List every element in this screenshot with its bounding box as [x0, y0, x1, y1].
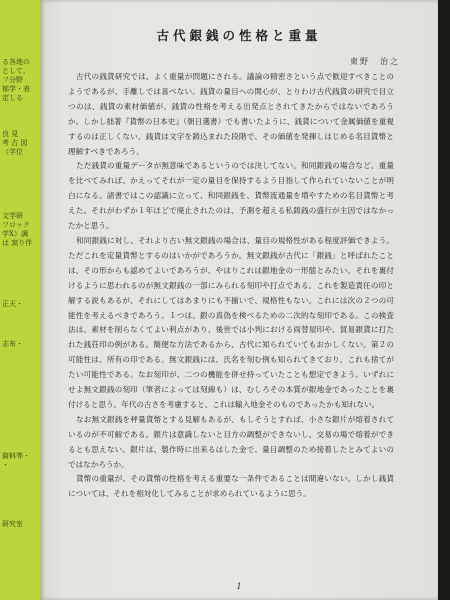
article-paragraph: 古代の銭貨研究では、よく重量が問題にされる。議論の精密さという点で歓迎すべきことのようであるが、手離しでは喜べない。銭貨の量目への関心が、とりわけ古代銭貨の研究で目立つのは、銭貨の素材価値が、銭貨の性格を考える出発点とされてきたからではないであろうか。しかし拙著『貨幣の日本史』（朝日選書）でも書いたように、銭貨について金属価値を重視するのは正しくない。銭貨は文字を鋳込まれた段階で、その価値を発揮しはじめる名目貨幣と理解すべきであろう。	[68, 72, 394, 156]
article-title: 古代銀銭の性格と重量	[156, 28, 322, 43]
article-paragraph: 貨幣の重量が、その貨幣の性格を考える重要な一条件であることは間違いない。しかし銭貨については、それを相対化してみることが求められているように思う。	[68, 474, 394, 499]
article-body	[68, 70, 394, 502]
article-paragraph: 和同銀銭に対し、それより古い無文銀銭の場合は、量目の規格性がある程度評価できよう。ただこれを定量貨幣とするのはいかがであろうか。無文銀銭が古代に「銀銭」と呼ばれたことは、その形からも認めてよいであろうが、やはりこれは銀地金の一形態とみたい。それを裏付けるように思われるのが無文銀銭の一部にみられる刻印や打点である。これを製造責任の印と解する説もあるが、それにしてはあまりにも不揃いで、規格性もない。これには次の２つの可能性を考えるべきであろう。１つは、銀の真偽を検べるための二次的な刻印である。この検査法は、素材を削らなくてよい利点があり、後世では小判における両替屋印や、貿易銀貨に打たれた銭荘印の例がある。簡便な方法であるから、古代に知られていてもおかしくない。第２の可能性は、所有の印である。無文銀銭には、氏名を刻む例も知られてきており、これも捨てがたい可能性である。なお刻印が、二つの機能を併せ持っていたことも想定できよう。いずれにせよ無文銀銭の刻印（筆者によっては刻線も）は、むしろその本質が銀地金であったことを裏付けると思う。年代の古さを考慮すると、これは輸入地金そのものであったかも知れない。	[68, 235, 394, 409]
article-paragraph: なお無文銀銭を秤量貨幣とする見解もあるが、もしそうとすれば、小さな銀片が熔着されているのが不可解である。銀片は意識しないと目方の調整ができないし、交易の場で熔着ができるとも思えない。銀片は、製作時に出来るはした金で、量目調整のため接着したとみてよいのではなかろうか。	[68, 414, 394, 469]
previous-page-fragment: 資料等・ ・	[2, 452, 30, 469]
previous-page-fragment: 正天・	[2, 300, 23, 308]
previous-page-fragment: 研究室	[2, 520, 23, 528]
previous-page-fragment: る各地の として、 フ分野 郁学・表 定しる	[2, 58, 30, 102]
background-edge	[438, 0, 450, 600]
previous-page-fragment: 良 見 考 古 図 （学位	[2, 130, 28, 156]
article-paragraph: ただ銭貨の重量データが無意味であるというのでは決してない。和同銀銭の場合など、重量を比べてみれば、かえってそれが一定の量目を保持するよう目指して作られていないことが明白になる。諸書ではこの認識に立って、和同銀銭を、貨幣流通量を増やすための名目貨幣と考えた。それがわずか１年ほどで廃止されたのは、予測を超える私鋳銭の盛行が主因ではなかったかと思う。	[68, 161, 394, 231]
page-number: 1	[236, 582, 242, 591]
article-page	[40, 0, 438, 600]
previous-page-fragment: 志布・	[2, 340, 23, 348]
article-author: 東野 治之	[350, 57, 400, 66]
previous-page-fragment: 文学研 フロック 学X）調 は 窯り伴	[2, 212, 33, 247]
previous-page-edge	[0, 0, 42, 600]
